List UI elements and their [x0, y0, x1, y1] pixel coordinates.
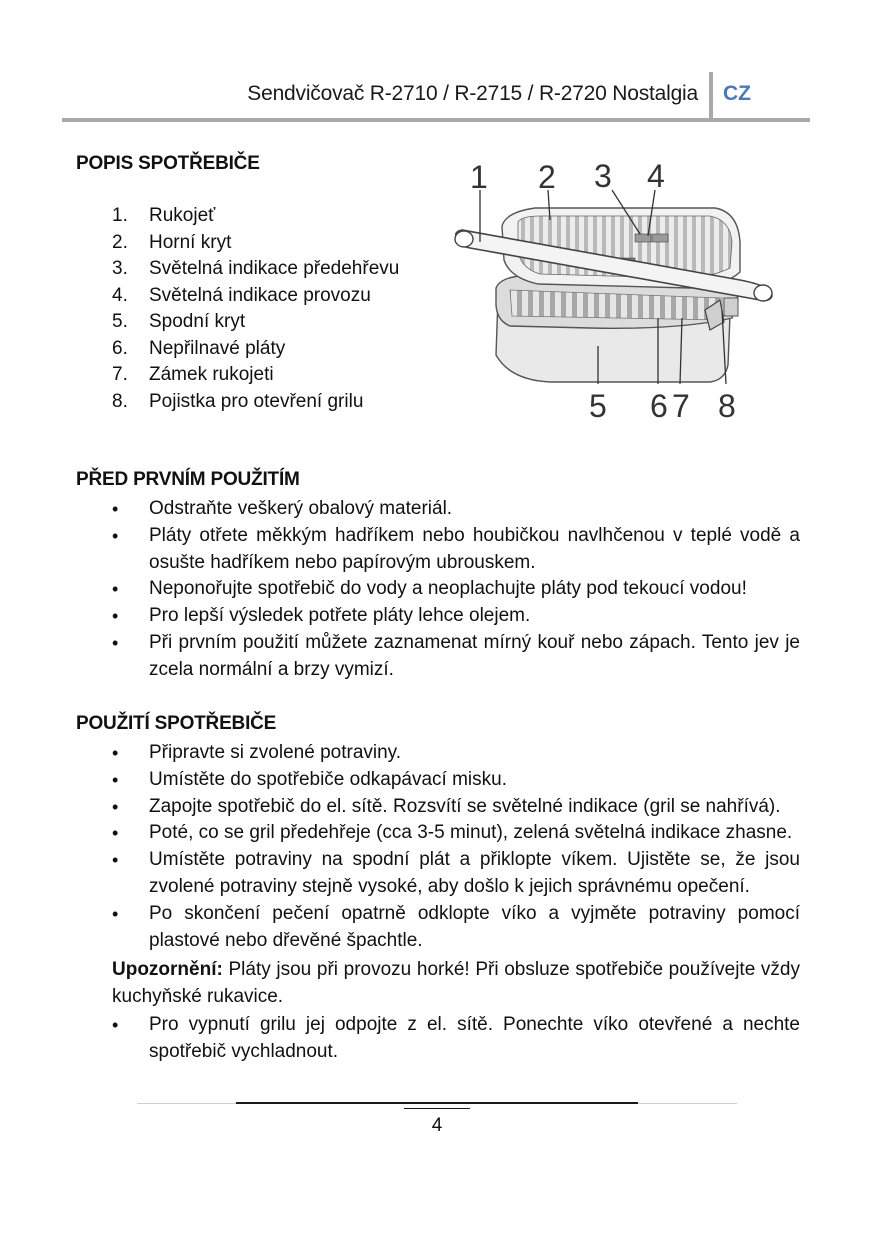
usage-final-list: [112, 1012, 800, 1066]
list-item: [112, 336, 399, 363]
section-heading-description: POPIS SPOTŘEBIČE: [76, 153, 260, 174]
header-divider: [709, 72, 713, 120]
list-item: • Umístěte do spotřebiče odkapávací misku.: [112, 767, 800, 794]
part-number: 1.: [112, 205, 128, 226]
usage-list: [112, 740, 800, 954]
list-item: • Zapojte spotřebič do el. sítě. Rozsvítí se světelné indikace (gril se nahřívá).: [112, 794, 800, 821]
list-item: [112, 230, 399, 257]
part-number: 5.: [112, 311, 128, 332]
header-rule: [62, 118, 810, 122]
list-item: [112, 256, 399, 283]
section-heading-before-first-use: PŘED PRVNÍM POUŽITÍM: [76, 469, 300, 490]
lower-cover-illustration: [496, 276, 738, 382]
callout-8: 8: [718, 388, 736, 424]
footer-rule: [236, 1102, 638, 1104]
list-item: [112, 362, 399, 389]
callout-2: 2: [538, 159, 556, 195]
list-item: [112, 283, 399, 310]
list-item: [112, 203, 399, 230]
callout-1: 1: [470, 159, 488, 195]
before-first-use-list: [112, 496, 800, 684]
part-label: Rukojeť: [149, 205, 216, 226]
list-item: • Umístěte potraviny na spodní plát a přiklopte víkem. Ujistěte se, že jsou zvolené potraviny stejně vysoké, aby došlo k jejich správnému opečení.: [112, 847, 800, 901]
callout-7: 7: [672, 388, 690, 424]
callout-3: 3: [594, 158, 612, 194]
list-item: • Připravte si zvolené potraviny.: [112, 740, 800, 767]
list-item: • Poté, co se gril předehřeje (cca 3-5 minut), zelená světelná indikace zhasne.: [112, 820, 800, 847]
section-heading-usage: POUŽITÍ SPOTŘEBIČE: [76, 713, 277, 734]
parts-list: [112, 203, 399, 415]
callout-6: 6: [650, 388, 668, 424]
language-code: CZ: [723, 82, 751, 105]
part-label: Horní kryt: [149, 231, 232, 253]
list-item: • Při prvním použití můžete zaznamenat mírný kouř nebo zápach. Tento jev je zcela normální a brzy vymizí.: [112, 630, 800, 684]
document-title: Sendvičovač R-2710 / R-2715 / R-2720 Nostalgia: [247, 82, 698, 105]
part-label: Pojistka pro otevření grilu: [149, 390, 364, 412]
part-label: Zámek rukojeti: [149, 364, 274, 385]
callout-5: 5: [589, 388, 607, 424]
part-number: 7.: [112, 364, 128, 385]
part-number: 6.: [112, 337, 128, 359]
list-item: • Odstraňte veškerý obalový materiál.: [112, 496, 800, 523]
part-number: 2.: [112, 231, 128, 253]
callout-4: 4: [647, 158, 665, 194]
list-item: [112, 309, 399, 336]
warning-label: Upozornění:: [112, 959, 223, 980]
page-number: 4: [431, 1115, 443, 1136]
part-number: 8.: [112, 390, 128, 412]
part-number: 4.: [112, 284, 128, 306]
footer-rule: [404, 1108, 470, 1109]
warning-note: [112, 957, 800, 1011]
list-item: • Po skončení pečení opatrně odklopte víko a vyjměte potraviny pomocí plastové nebo dřevěné špachtle.: [112, 901, 800, 955]
part-number: 3.: [112, 258, 128, 279]
list-item: • Pro vypnutí grilu jej odpojte z el. sítě. Ponechte víko otevřené a nechte spotřebič vychladnout.: [112, 1012, 800, 1066]
list-item: [112, 389, 399, 416]
warning-text: Pláty jsou při provozu horké! Při obsluze spotřebiče používejte vždy kuchyňské rukavice.: [112, 959, 800, 1007]
list-item: • Pro lepší výsledek potřete pláty lehce olejem.: [112, 603, 800, 630]
part-label: Světelná indikace provozu: [149, 284, 371, 306]
part-label: Světelná indikace předehřevu: [149, 258, 400, 279]
part-label: Spodní kryt: [149, 311, 246, 332]
appliance-diagram: [440, 150, 790, 430]
list-item: • Pláty otřete měkkým hadříkem nebo houbičkou navlhčenou v teplé vodě a osušte hadříkem nebo papírovým ubrouskem.: [112, 523, 800, 577]
part-label: Nepřilnavé pláty: [149, 337, 286, 359]
list-item: • Neponořujte spotřebič do vody a neoplachujte pláty pod tekoucí vodou!: [112, 576, 800, 603]
